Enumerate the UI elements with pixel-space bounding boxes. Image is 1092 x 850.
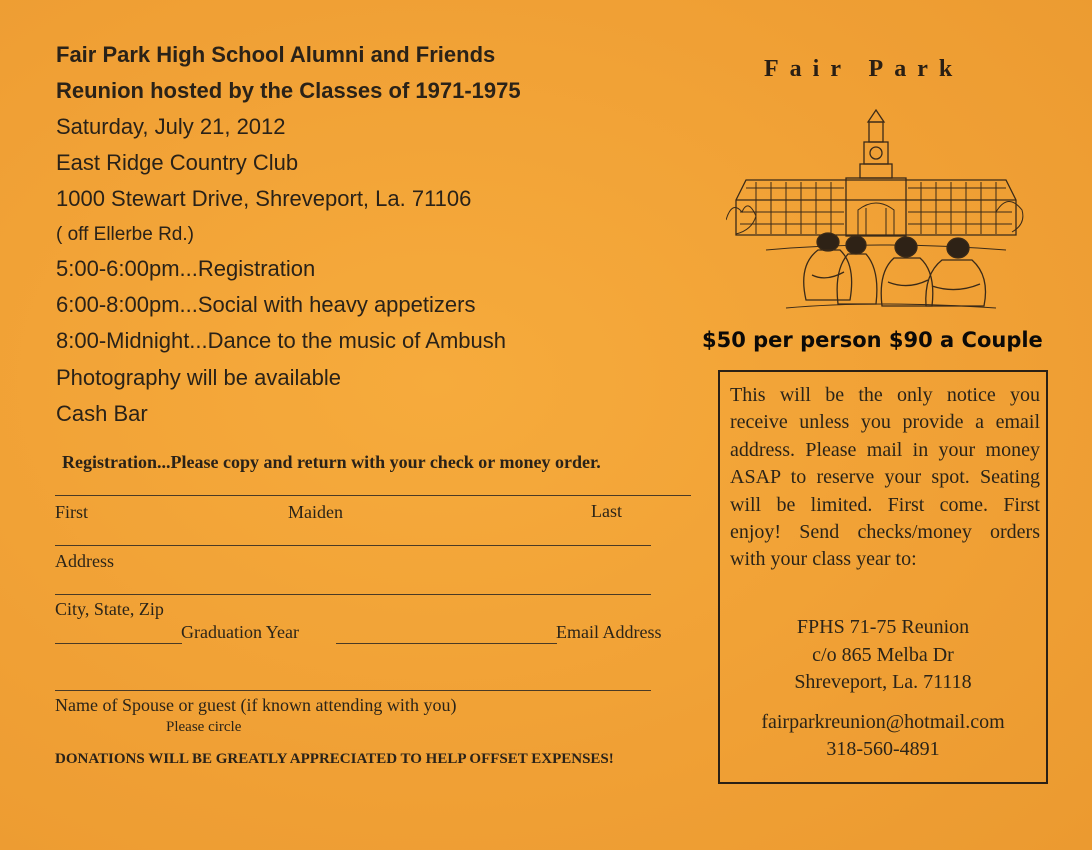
city-state-zip-label: City, State, Zip (55, 599, 164, 619)
mail-recipient: FPHS 71-75 Reunion (796, 616, 970, 638)
contact-phone: 318-560-4891 (826, 738, 940, 760)
spouse-guest-line[interactable] (55, 690, 651, 691)
schedule-social: 6:00-8:00pm...Social with heavy appetizers (56, 292, 476, 317)
address-line[interactable] (55, 545, 651, 546)
fair-park-title: Fair Park (764, 56, 964, 82)
event-venue: East Ridge Country Club (56, 150, 299, 175)
event-date: Saturday, July 21, 2012 (56, 114, 286, 139)
event-street: 1000 Stewart Drive, Shreveport, La. 71106 (56, 186, 472, 211)
event-photography: Photography will be available (56, 365, 341, 390)
mail-street: c/o 865 Melba Dr (812, 644, 954, 666)
city-state-zip-line[interactable] (55, 594, 651, 595)
event-cross-street: ( off Ellerbe Rd.) (56, 224, 194, 245)
school-building-illustration (726, 100, 1026, 314)
notice-text: This will be the only notice you receive unless you provide a email address. Please mail in your money ASAP to reserve your spot. Seating will be limited. First come. First enjoy! Send checks/money orders with your class year to: (730, 384, 1040, 571)
student-1-icon (804, 233, 852, 300)
address-label: Address (55, 551, 114, 571)
spouse-guest-label: Name of Spouse or guest (if known attending with you) (55, 695, 457, 715)
graduation-year-line[interactable] (55, 643, 182, 644)
email-address-label: Email Address (556, 622, 662, 642)
email-line[interactable] (336, 643, 557, 644)
schedule-dance: 8:00-Midnight...Dance to the music of Ambush (56, 328, 507, 353)
event-title-line2: Reunion hosted by the Classes of 1971-1975 (56, 78, 521, 103)
notice-box (718, 370, 1048, 784)
event-title-line1: Fair Park High School Alumni and Friends (56, 42, 496, 67)
first-name-label: First (55, 502, 89, 522)
maiden-name-label: Maiden (288, 502, 343, 522)
registration-heading: Registration...Please copy and return with your check or money order. (62, 452, 601, 472)
please-circle-label: Please circle (166, 719, 242, 735)
student-3-icon (881, 237, 933, 306)
mail-city: Shreveport, La. 71118 (794, 671, 972, 693)
graduation-year-label: Graduation Year (181, 622, 299, 642)
price-label: $50 per person $90 a Couple (702, 328, 1043, 352)
name-line[interactable] (55, 495, 691, 496)
schedule-registration: 5:00-6:00pm...Registration (56, 256, 316, 281)
contact-email[interactable]: fairparkreunion@hotmail.com (761, 711, 1005, 733)
student-2-icon (837, 236, 877, 304)
tower-spire-icon (868, 110, 884, 122)
last-name-label: Last (591, 501, 622, 521)
donations-note: DONATIONS WILL BE GREATLY APPRECIATED TO HELP OFFSET EXPENSES! (55, 751, 614, 767)
event-cash-bar: Cash Bar (56, 401, 148, 426)
